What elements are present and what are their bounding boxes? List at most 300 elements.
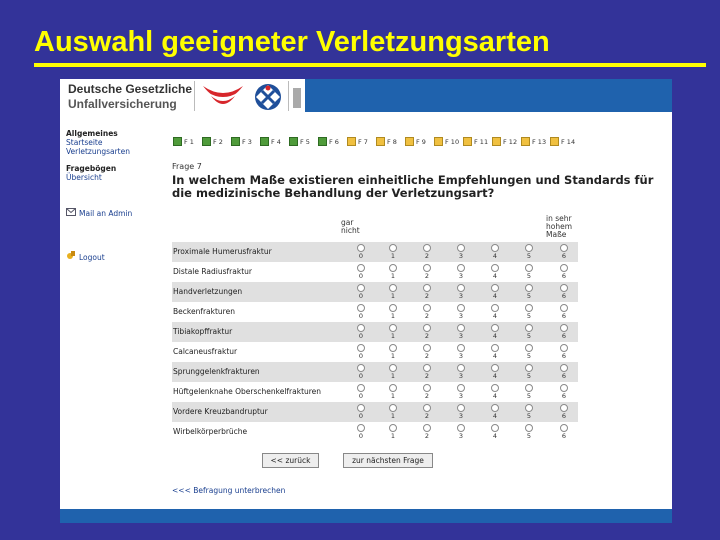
rating-value: 1 [390, 372, 396, 380]
rating-value: 2 [424, 372, 430, 380]
radio-button[interactable] [423, 244, 431, 252]
rating-option[interactable] [558, 304, 570, 320]
progress-step[interactable] [231, 137, 259, 148]
injury-type-label: Proximale Humerusfraktur [173, 247, 272, 256]
progress-step[interactable] [521, 137, 549, 148]
rating-option[interactable] [355, 304, 367, 320]
radio-button[interactable] [389, 424, 397, 432]
title-underline [34, 63, 706, 67]
nav-group-general [66, 129, 130, 156]
progress-step[interactable] [434, 137, 462, 148]
rating-value: 1 [390, 292, 396, 300]
radio-button[interactable] [457, 304, 465, 312]
rating-value: 0 [358, 432, 364, 440]
radio-button[interactable] [525, 284, 533, 292]
rating-option[interactable] [387, 424, 399, 440]
radio-button[interactable] [357, 244, 365, 252]
radio-button[interactable] [423, 324, 431, 332]
rating-option[interactable] [558, 324, 570, 340]
nav-link-overview[interactable]: Übersicht [66, 173, 102, 182]
rating-value: 2 [424, 332, 430, 340]
rating-value: 2 [424, 432, 430, 440]
rating-option[interactable] [421, 424, 433, 440]
scale-high-line2: hohem [546, 222, 573, 231]
step-status-icon [318, 137, 327, 146]
rating-value: 0 [358, 392, 364, 400]
nav-group-questionnaires [66, 164, 116, 182]
radio-button[interactable] [389, 284, 397, 292]
table-row [172, 342, 578, 362]
nav-link-start[interactable]: Startseite [66, 138, 103, 147]
progress-step[interactable] [173, 137, 201, 148]
rating-option[interactable] [523, 264, 535, 280]
progress-step[interactable] [405, 137, 433, 148]
radio-button[interactable] [457, 384, 465, 392]
table-row [172, 242, 578, 262]
rating-value: 5 [526, 432, 532, 440]
radio-button[interactable] [357, 364, 365, 372]
rating-option[interactable] [421, 344, 433, 360]
injury-type-label: Calcaneusfraktur [173, 347, 238, 356]
rating-value: 4 [492, 292, 498, 300]
radio-button[interactable] [491, 384, 499, 392]
rating-option[interactable] [355, 424, 367, 440]
radio-button[interactable] [560, 364, 568, 372]
radio-button[interactable] [457, 244, 465, 252]
nav-mail-admin[interactable] [66, 208, 132, 218]
injury-type-label: Wirbelkörperbrüche [173, 427, 248, 436]
rating-option[interactable] [421, 364, 433, 380]
rating-option[interactable] [558, 264, 570, 280]
next-question-button[interactable]: zur nächsten Frage [343, 453, 433, 468]
step-status-icon [202, 137, 211, 146]
table-row [172, 422, 578, 442]
org-logo-text [68, 82, 192, 112]
progress-step-label: F 6 [329, 138, 339, 146]
progress-step-label: F 13 [532, 138, 547, 146]
nav-heading-questionnaires: Fragebögen [66, 164, 117, 173]
radio-button[interactable] [491, 364, 499, 372]
rating-value: 1 [390, 272, 396, 280]
radio-button[interactable] [525, 244, 533, 252]
rating-option[interactable] [558, 344, 570, 360]
rating-option[interactable] [421, 404, 433, 420]
rating-option[interactable] [387, 364, 399, 380]
rating-option[interactable] [421, 304, 433, 320]
rating-value: 4 [492, 392, 498, 400]
rating-option[interactable] [387, 244, 399, 260]
radio-button[interactable] [423, 424, 431, 432]
rating-value: 0 [358, 292, 364, 300]
mail-icon [66, 208, 76, 216]
rating-value: 6 [561, 352, 567, 360]
table-row [172, 302, 578, 322]
rating-value: 4 [492, 432, 498, 440]
radio-button[interactable] [357, 424, 365, 432]
rating-value: 5 [526, 352, 532, 360]
rating-option[interactable] [387, 404, 399, 420]
radio-button[interactable] [560, 244, 568, 252]
table-row [172, 262, 578, 282]
radio-button[interactable] [357, 344, 365, 352]
rating-option[interactable] [523, 244, 535, 260]
progress-step[interactable] [289, 137, 317, 148]
rating-option[interactable] [355, 324, 367, 340]
radio-button[interactable] [491, 424, 499, 432]
rating-value: 2 [424, 412, 430, 420]
radio-button[interactable] [560, 404, 568, 412]
rating-option[interactable] [355, 284, 367, 300]
radio-button[interactable] [525, 424, 533, 432]
radio-button[interactable] [389, 364, 397, 372]
table-row [172, 322, 578, 342]
radio-button[interactable] [389, 244, 397, 252]
step-status-icon [463, 137, 472, 146]
radio-button[interactable] [525, 364, 533, 372]
rating-option[interactable] [421, 384, 433, 400]
back-button[interactable]: << zurück [262, 453, 319, 468]
nav-link-injury-types[interactable]: Verletzungsarten [66, 147, 130, 156]
rating-value: 3 [458, 332, 464, 340]
rating-option[interactable] [421, 244, 433, 260]
radio-button[interactable] [423, 304, 431, 312]
progress-step-label: F 9 [416, 138, 426, 146]
radio-button[interactable] [423, 384, 431, 392]
progress-step-label: F 14 [561, 138, 576, 146]
radio-button[interactable] [525, 344, 533, 352]
step-status-icon [434, 137, 443, 146]
step-status-icon [492, 137, 501, 146]
logout-label: Logout [79, 253, 105, 262]
injury-type-label: Distale Radiusfraktur [173, 267, 252, 276]
logo-divider [194, 81, 195, 111]
question-text: In welchem Maße existieren einheitliche Empfehlungen und Standards für die medizinische Behandlung der Verletzungsart? [172, 173, 654, 200]
footer-bar [60, 509, 672, 523]
progress-step-label: F 12 [503, 138, 518, 146]
rating-value: 6 [561, 392, 567, 400]
progress-step[interactable] [376, 137, 404, 148]
radio-button[interactable] [560, 324, 568, 332]
rating-value: 2 [424, 272, 430, 280]
progress-step-label: F 8 [387, 138, 397, 146]
radio-button[interactable] [423, 404, 431, 412]
scale-low-label [341, 219, 360, 235]
rating-value: 4 [492, 312, 498, 320]
rating-option[interactable] [558, 384, 570, 400]
rating-value: 1 [390, 352, 396, 360]
radio-button[interactable] [491, 304, 499, 312]
pause-survey-link[interactable]: <<< Befragung unterbrechen [172, 486, 286, 495]
scale-high-label [546, 215, 572, 239]
radio-button[interactable] [525, 324, 533, 332]
rating-option[interactable] [523, 364, 535, 380]
rating-option[interactable] [523, 284, 535, 300]
progress-step-label: F 5 [300, 138, 310, 146]
scale-low-line1: gar [341, 218, 354, 227]
logo-divider-2 [288, 81, 289, 111]
radio-button[interactable] [423, 264, 431, 272]
rating-option[interactable] [523, 404, 535, 420]
rating-option[interactable] [489, 364, 501, 380]
radio-button[interactable] [389, 264, 397, 272]
rating-option[interactable] [489, 264, 501, 280]
rating-value: 5 [526, 252, 532, 260]
progress-step[interactable] [550, 137, 578, 148]
rating-option[interactable] [355, 244, 367, 260]
scale-low-line2: nicht [341, 226, 360, 235]
rating-value: 5 [526, 412, 532, 420]
progress-step[interactable] [463, 137, 491, 148]
rating-option[interactable] [455, 324, 467, 340]
step-status-icon [347, 137, 356, 146]
radio-button[interactable] [560, 424, 568, 432]
rating-value: 5 [526, 272, 532, 280]
rating-value: 5 [526, 392, 532, 400]
progress-step-label: F 10 [445, 138, 460, 146]
step-status-icon [521, 137, 530, 146]
rating-value: 0 [358, 372, 364, 380]
rating-option[interactable] [489, 284, 501, 300]
rating-value: 4 [492, 412, 498, 420]
question-number: Frage 7 [172, 162, 202, 171]
rating-option[interactable] [455, 304, 467, 320]
rating-option[interactable] [355, 384, 367, 400]
rating-option[interactable] [523, 344, 535, 360]
app-screenshot [60, 79, 672, 523]
radio-button[interactable] [457, 344, 465, 352]
progress-step[interactable] [202, 137, 230, 148]
radio-button[interactable] [457, 324, 465, 332]
radio-button[interactable] [491, 324, 499, 332]
radio-button[interactable] [457, 404, 465, 412]
radio-button[interactable] [560, 304, 568, 312]
rating-value: 1 [390, 332, 396, 340]
radio-button[interactable] [357, 304, 365, 312]
rating-value: 5 [526, 332, 532, 340]
rating-value: 6 [561, 272, 567, 280]
radio-button[interactable] [560, 344, 568, 352]
radio-button[interactable] [389, 384, 397, 392]
rating-value: 4 [492, 252, 498, 260]
radio-button[interactable] [491, 344, 499, 352]
rating-option[interactable] [421, 324, 433, 340]
scale-high-line3: Maße [546, 230, 567, 239]
progress-step-label: F 2 [213, 138, 223, 146]
mail-admin-label: Mail an Admin [79, 209, 133, 218]
rating-option[interactable] [387, 264, 399, 280]
progress-step-label: F 11 [474, 138, 489, 146]
rating-option[interactable] [355, 344, 367, 360]
radio-button[interactable] [389, 324, 397, 332]
rating-option[interactable] [387, 324, 399, 340]
rating-value: 5 [526, 372, 532, 380]
rating-option[interactable] [455, 244, 467, 260]
table-row [172, 282, 578, 302]
rating-value: 6 [561, 412, 567, 420]
rating-value: 3 [458, 312, 464, 320]
rating-option[interactable] [387, 304, 399, 320]
rating-value: 6 [561, 292, 567, 300]
rating-option[interactable] [523, 304, 535, 320]
rating-value: 0 [358, 332, 364, 340]
rating-value: 2 [424, 392, 430, 400]
rating-value: 5 [526, 292, 532, 300]
rating-option[interactable] [523, 424, 535, 440]
rating-value: 1 [390, 432, 396, 440]
rating-option[interactable] [455, 344, 467, 360]
rating-value: 3 [458, 352, 464, 360]
rating-value: 6 [561, 252, 567, 260]
rating-option[interactable] [489, 344, 501, 360]
radio-button[interactable] [389, 304, 397, 312]
rating-option[interactable] [455, 284, 467, 300]
rating-value: 4 [492, 272, 498, 280]
rating-value: 2 [424, 252, 430, 260]
rating-value: 3 [458, 252, 464, 260]
rating-option[interactable] [387, 344, 399, 360]
step-status-icon [289, 137, 298, 146]
injury-type-label: Beckenfrakturen [173, 307, 235, 316]
rating-option[interactable] [355, 364, 367, 380]
rating-value: 1 [390, 252, 396, 260]
nav-heading-general: Allgemeines [66, 129, 118, 138]
rating-option[interactable] [489, 244, 501, 260]
rating-option[interactable] [489, 384, 501, 400]
progress-step-label: F 4 [271, 138, 281, 146]
radio-button[interactable] [389, 404, 397, 412]
org-name-line2: Unfallversicherung [68, 97, 177, 111]
rating-value: 3 [458, 292, 464, 300]
logout-icon [66, 250, 76, 260]
progress-step[interactable] [492, 137, 520, 148]
rating-option[interactable] [455, 424, 467, 440]
progress-step[interactable] [318, 137, 346, 148]
rating-option[interactable] [489, 324, 501, 340]
rating-value: 0 [358, 272, 364, 280]
rating-option[interactable] [455, 384, 467, 400]
rating-option[interactable] [558, 364, 570, 380]
progress-step-label: F 1 [184, 138, 194, 146]
table-row [172, 362, 578, 382]
radio-button[interactable] [525, 384, 533, 392]
table-row [172, 382, 578, 402]
radio-button[interactable] [357, 384, 365, 392]
rating-option[interactable] [489, 404, 501, 420]
step-status-icon [260, 137, 269, 146]
rating-option[interactable] [489, 304, 501, 320]
table-row [172, 402, 578, 422]
radio-button[interactable] [357, 284, 365, 292]
rating-option[interactable] [455, 364, 467, 380]
rating-option[interactable] [489, 424, 501, 440]
rating-option[interactable] [558, 244, 570, 260]
rating-option[interactable] [355, 404, 367, 420]
radio-button[interactable] [525, 304, 533, 312]
rating-value: 3 [458, 392, 464, 400]
radio-button[interactable] [491, 284, 499, 292]
rating-value: 4 [492, 332, 498, 340]
org-name-line1: Deutsche Gesetzliche [68, 82, 193, 96]
radio-button[interactable] [491, 244, 499, 252]
rating-value: 6 [561, 372, 567, 380]
rating-value: 2 [424, 352, 430, 360]
radio-button[interactable] [457, 424, 465, 432]
rating-value: 3 [458, 432, 464, 440]
radio-button[interactable] [457, 364, 465, 372]
radio-button[interactable] [357, 404, 365, 412]
step-status-icon [405, 137, 414, 146]
rating-option[interactable] [523, 384, 535, 400]
slide-title: Auswahl geeigneter Verletzungsarten [34, 26, 550, 58]
radio-button[interactable] [423, 344, 431, 352]
nav-logout[interactable] [66, 250, 105, 262]
rating-option[interactable] [558, 424, 570, 440]
rating-value: 0 [358, 312, 364, 320]
rating-option[interactable] [523, 324, 535, 340]
rating-value: 0 [358, 252, 364, 260]
rating-value: 2 [424, 312, 430, 320]
radio-button[interactable] [457, 284, 465, 292]
radio-button[interactable] [457, 264, 465, 272]
rating-option[interactable] [558, 404, 570, 420]
progress-step-label: F 3 [242, 138, 252, 146]
radio-button[interactable] [491, 264, 499, 272]
radio-button[interactable] [560, 384, 568, 392]
question-progress [173, 129, 579, 146]
rating-option[interactable] [558, 284, 570, 300]
radio-button[interactable] [560, 284, 568, 292]
progress-step[interactable] [260, 137, 288, 148]
rating-option[interactable] [421, 264, 433, 280]
progress-step-label: F 7 [358, 138, 368, 146]
rating-value: 3 [458, 412, 464, 420]
logo-accent [293, 88, 301, 108]
radio-button[interactable] [423, 364, 431, 372]
radio-button[interactable] [491, 404, 499, 412]
rating-option[interactable] [387, 384, 399, 400]
rating-option[interactable] [387, 284, 399, 300]
insurance-emblem-icon [253, 82, 283, 112]
radio-button[interactable] [357, 264, 365, 272]
rating-table [172, 242, 578, 442]
scale-high-line1: in sehr [546, 214, 572, 223]
rating-option[interactable] [455, 264, 467, 280]
radio-button[interactable] [423, 284, 431, 292]
step-status-icon [231, 137, 240, 146]
step-status-icon [173, 137, 182, 146]
rating-value: 1 [390, 392, 396, 400]
radio-button[interactable] [525, 264, 533, 272]
rating-value: 4 [492, 352, 498, 360]
injury-type-label: Hüftgelenknahe Oberschenkelfrakturen [173, 387, 322, 396]
rating-value: 2 [424, 292, 430, 300]
rating-value: 1 [390, 412, 396, 420]
progress-step[interactable] [347, 137, 375, 148]
rating-option[interactable] [455, 404, 467, 420]
rating-value: 4 [492, 372, 498, 380]
rating-value: 0 [358, 352, 364, 360]
rating-value: 6 [561, 432, 567, 440]
rating-value: 6 [561, 332, 567, 340]
radio-button[interactable] [357, 324, 365, 332]
rating-option[interactable] [355, 264, 367, 280]
radio-button[interactable] [560, 264, 568, 272]
step-status-icon [550, 137, 559, 146]
radio-button[interactable] [525, 404, 533, 412]
dguv-logo-icon [201, 82, 245, 110]
radio-button[interactable] [389, 344, 397, 352]
rating-option[interactable] [421, 284, 433, 300]
